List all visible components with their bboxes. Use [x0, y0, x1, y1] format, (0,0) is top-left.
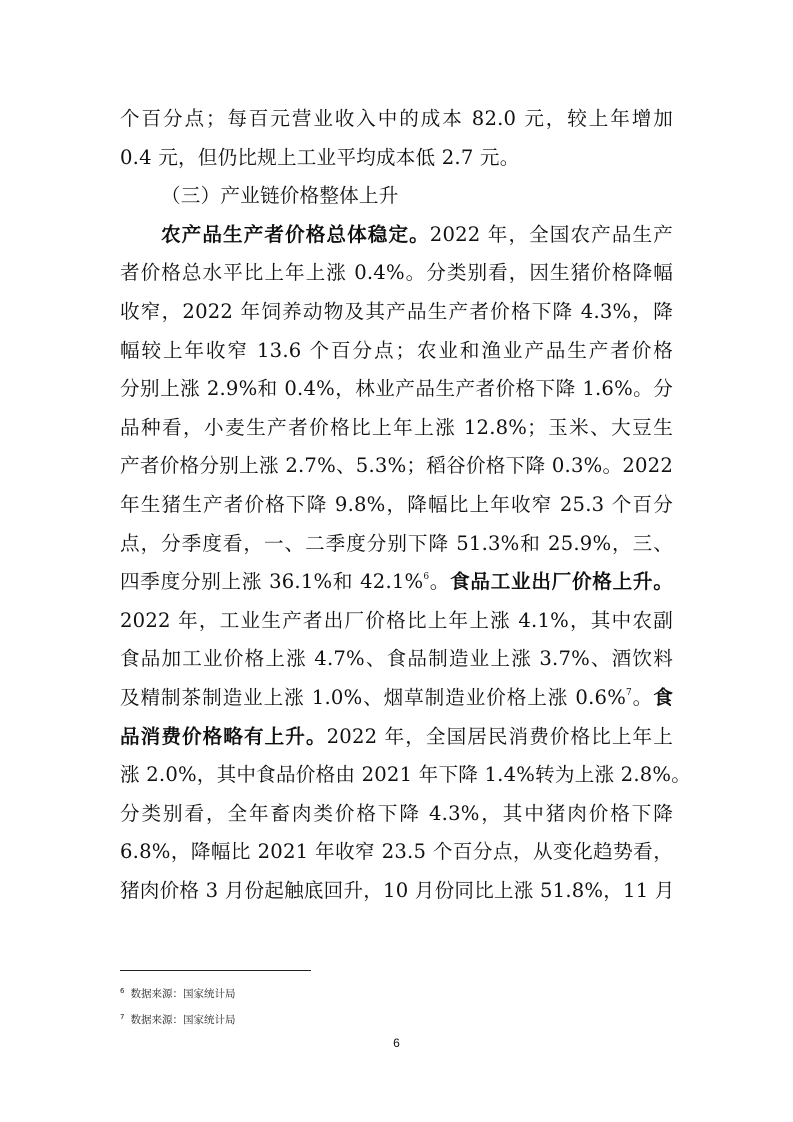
- footnote-text: 数据来源：国家统计局: [130, 988, 236, 1000]
- paragraph-lead-bold: 农产品生产者价格总体稳定。: [161, 222, 430, 246]
- text-line: [120, 486, 673, 525]
- line-text: 食品加工业价格上涨 4.7%、食品制造业上涨 3.7%、酒饮料: [120, 647, 673, 671]
- text-line: [120, 370, 673, 409]
- text-line: [120, 872, 673, 911]
- line-text: 。: [429, 570, 451, 594]
- text-line: [120, 139, 673, 178]
- text-line: [120, 718, 673, 757]
- footnote-6: [120, 978, 235, 1004]
- text-line: [120, 254, 673, 293]
- section-heading-text: （三）产业链价格整体上升: [161, 184, 399, 208]
- footnote-7: [120, 1004, 235, 1030]
- line-text: 品种看，小麦生产者价格比上年上涨 12.8%；玉米、大豆生: [120, 415, 673, 439]
- line-text: 2022 年，全国农产品生产: [429, 222, 673, 246]
- footnote-ref[interactable]: 7: [626, 687, 632, 698]
- line-text: 者价格总水平比上年上涨 0.4%。分类别看，因生猪价格降幅: [120, 261, 673, 285]
- line-text: 幅较上年收窄 13.6 个百分点；农业和渔业产品生产者价格: [120, 338, 673, 362]
- body-text: [120, 100, 692, 910]
- text-line: [120, 833, 673, 872]
- footnote-text: 数据来源：国家统计局: [130, 1014, 236, 1026]
- line-text: 分类别看，全年畜肉类价格下降 4.3%，其中猪肉价格下降: [120, 801, 673, 825]
- text-line: [120, 795, 673, 834]
- text-line: [120, 602, 673, 641]
- text-line: [120, 216, 673, 255]
- page-number: 6: [393, 1036, 400, 1050]
- line-text: 个百分点；每百元营业收入中的成本 82.0 元，较上年增加: [120, 107, 673, 130]
- line-text: 及精制茶制造业上涨 1.0%、烟草制造业价格上涨 0.6%: [120, 685, 627, 709]
- line-text: 2022 年，全国居民消费价格比上年上: [326, 724, 673, 748]
- text-line: [120, 563, 673, 602]
- line-text: 收窄，2022 年饲养动物及其产品生产者价格下降 4.3%，降: [120, 299, 673, 323]
- text-line: [120, 332, 673, 371]
- line-text: 产者价格分别上涨 2.7%、5.3%；稻谷价格下降 0.3%。2022: [120, 454, 673, 478]
- line-text: 2022 年，工业生产者出厂价格比上年上涨 4.1%，其中农副: [120, 608, 673, 632]
- line-text: 6.8%，降幅比 2021 年收窄 23.5 个百分点，从变化趋势看，: [120, 840, 673, 864]
- text-line: [120, 100, 673, 139]
- section-heading: [120, 177, 673, 216]
- text-line: [120, 640, 673, 679]
- text-line: [120, 756, 692, 795]
- line-text: 四季度分别上涨 36.1%和 42.1%: [120, 570, 424, 594]
- line-text: 0.4 元，但仍比规上工业平均成本低 2.7 元。: [120, 145, 520, 169]
- paragraph-lead-bold: 品消费价格略有上升。: [120, 724, 327, 748]
- line-text: 点，分季度看，一、二季度分别下降 51.3%和 25.9%，三、: [120, 531, 673, 555]
- footnotes: [120, 978, 235, 1030]
- text-line: [120, 447, 673, 486]
- paragraph-lead-bold: 食品工业出厂价格上升。: [450, 570, 673, 594]
- line-text: 涨 2.0%，其中食品价格由 2021 年下降 1.4%转为上涨 2.8%。: [120, 763, 692, 787]
- text-line: [120, 525, 673, 564]
- text-line: [120, 409, 673, 448]
- footnote-separator: [120, 970, 311, 971]
- text-line: [120, 293, 673, 332]
- line-text: 分别上涨 2.9%和 0.4%，林业产品生产者价格下降 1.6%。分: [120, 377, 673, 401]
- footnote-ref[interactable]: 6: [423, 572, 430, 583]
- footnote-mark: 6: [120, 987, 125, 995]
- line-text: 年生猪生产者价格下降 9.8%，降幅比上年收窄 25.3 个百分: [120, 492, 673, 516]
- footnote-mark: 7: [120, 1013, 125, 1021]
- line-text: 猪肉价格 3 月份起触底回升，10 月份同比上涨 51.8%，11 月: [120, 878, 675, 902]
- paragraph-lead-bold: 食: [653, 685, 673, 709]
- line-text: 。: [631, 685, 654, 709]
- text-line: [120, 679, 673, 718]
